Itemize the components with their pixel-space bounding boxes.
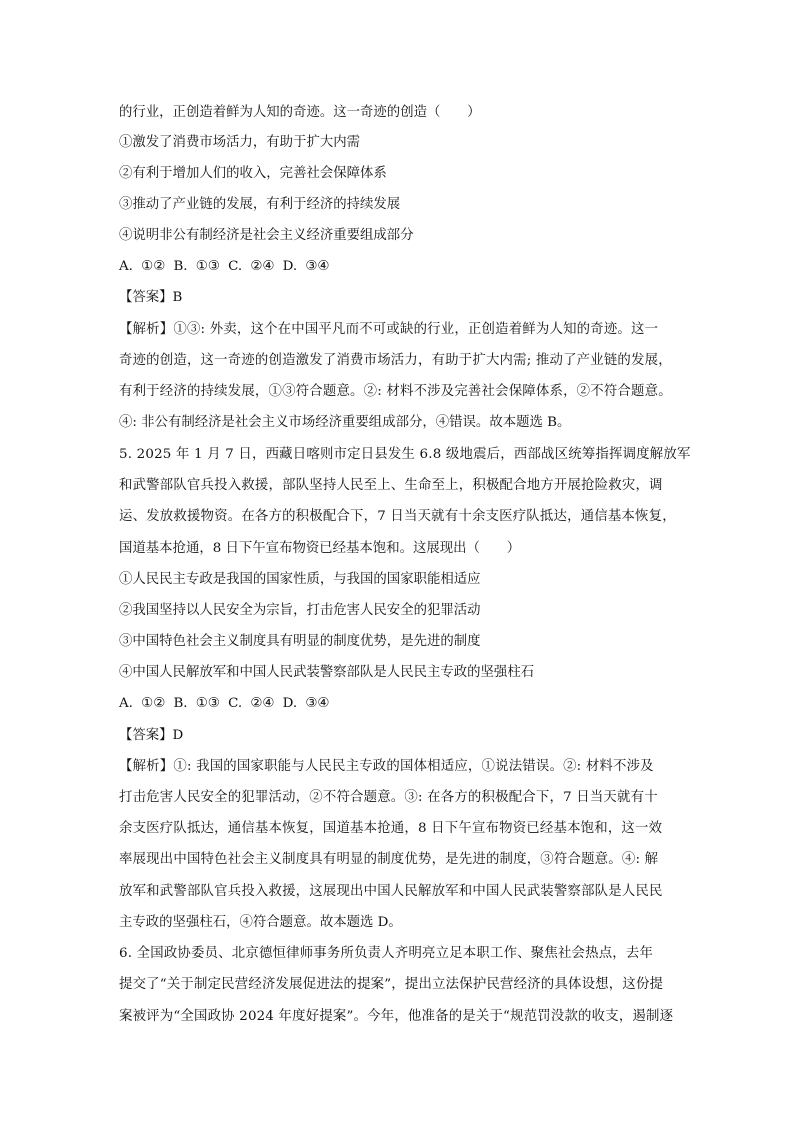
q5-answer: 【答案】D xyxy=(119,728,184,743)
q4-item-2: ②有利于增加人们的收入，完善社会保障体系 xyxy=(119,166,387,181)
q5-options: A. ①② B. ①③ C. ②④ D. ③④ xyxy=(119,696,330,711)
q6-stem-line-1: 6. 全国政协委员、北京德恒律师事务所负责人齐明亮立足本职工作、聚焦社会热点，去年 xyxy=(119,946,654,961)
q5-analysis-line-1: 【解析】①: 我国的国家职能与人民民主专政的国体相适应，①说法错误。②: 材料不涉及 xyxy=(119,759,654,774)
q4-analysis-line-2: 奇迹的创造，这一奇迹的创造激发了消费市场活力，有助于扩大内需; 推动了产业链的发展， xyxy=(119,353,672,368)
q5-analysis-line-4: 率展现出中国特色社会主义制度具有明显的制度优势，是先进的制度，③符合题意。④: 解 xyxy=(119,852,659,867)
q5-analysis-line-6: 主专政的坚强柱石，④符合题意。故本题选 D。 xyxy=(119,915,402,930)
q4-item-3: ③推动了产业链的发展，有利于经济的持续发展 xyxy=(119,197,401,212)
q5-analysis-line-2: 打击危害人民安全的犯罪活动，②不符合题意。③: 在各方的积极配合下，7 日当天就有十 xyxy=(119,790,658,805)
q5-stem-line-3: 运、发放救援物资。在各方的积极配合下，7 日当天就有十余支医疗队抵达，通信基本恢复， xyxy=(119,509,676,524)
q5-item-2: ②我国坚持以人民安全为宗旨，打击危害人民安全的犯罪活动 xyxy=(119,603,481,618)
q5-stem-line-4: 国道基本抢通，8 日下午宣布物资已经基本饱和。这展现出（ ） xyxy=(119,541,521,556)
q4-item-4: ④说明非公有制经济是社会主义经济重要组成部分 xyxy=(119,228,414,243)
q5-item-3: ③中国特色社会主义制度具有明显的制度优势，是先进的制度 xyxy=(119,634,481,649)
q4-item-1: ①激发了消费市场活力，有助于扩大内需 xyxy=(119,135,361,150)
q4-options: A. ①② B. ①③ C. ②④ D. ③④ xyxy=(119,259,330,274)
q5-stem-line-1: 5. 2025 年 1 月 7 日，西藏日喀则市定日县发生 6.8 级地震后，西部战区统筹指挥调度解放军 xyxy=(119,447,691,462)
q6-stem-line-3: 案被评为“全国政协 2024 年度好提案”。今年，他准备的是关于“规范罚没款的收支，遏制逐 xyxy=(119,1009,674,1024)
q4-analysis-line-4: ④: 非公有制经济是社会主义市场经济重要组成部分，④错误。故本题选 B。 xyxy=(119,415,571,430)
q4-analysis-line-1: 【解析】①③: 外卖，这个在中国平凡而不可或缺的行业，正创造着鲜为人知的奇迹。这一 xyxy=(119,322,659,337)
q6-stem-line-2: 提交了“关于制定民营经济发展促进法的提案”，提出立法保护民营经济的具体设想，这份提 xyxy=(119,977,664,992)
q4-analysis-line-3: 有利于经济的持续发展，①③符合题意。②: 材料不涉及完善社会保障体系，②不符合题意。 xyxy=(119,384,672,399)
q4-stem-tail: 的行业，正创造着鲜为人知的奇迹。这一奇迹的创造（ ） xyxy=(119,105,481,120)
q5-analysis-line-3: 余支医疗队抵达，通信基本恢复，国道基本抢通，8 日下午宣布物资已经基本饱和，这一效 xyxy=(119,821,663,836)
q5-item-1: ①人民民主专政是我国的国家性质，与我国的国家职能相适应 xyxy=(119,572,481,587)
q5-analysis-line-5: 放军和武警部队官兵投入救援，这展现出中国人民解放军和中国人民武装警察部队是人民民 xyxy=(119,884,663,899)
q5-stem-line-2: 和武警部队官兵投入救援，部队坚持人民至上、生命至上，积极配合地方开展抢险救灾，调 xyxy=(119,478,663,493)
q5-item-4: ④中国人民解放军和中国人民武装警察部队是人民民主专政的坚强柱石 xyxy=(119,665,535,680)
q4-answer: 【答案】B xyxy=(119,290,183,305)
